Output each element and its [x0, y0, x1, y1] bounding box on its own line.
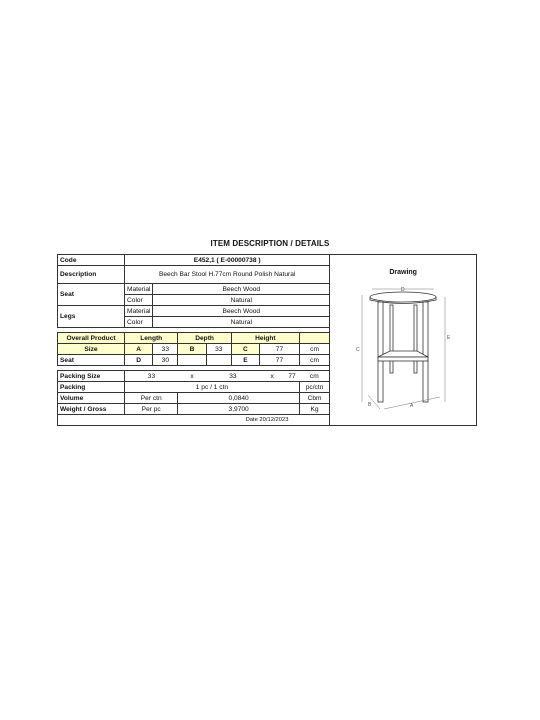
overall-label-line1: Overall Product [58, 333, 125, 344]
legs-color-value: Natural [153, 317, 330, 328]
drawing-label: Drawing [389, 269, 417, 276]
seat-color-value: Natural [153, 295, 330, 306]
seat-dims-label: Seat [58, 355, 125, 366]
packing-size-length: 33 [125, 371, 178, 382]
volume-label: Volume [58, 393, 125, 404]
legs-material-value: Beech Wood [153, 306, 330, 317]
drawing-letter-b: B [368, 402, 372, 408]
packing-size-label: Packing Size [58, 371, 125, 382]
packing-unit: pc/ctn [299, 382, 329, 393]
description-value: Beech Bar Stool H.77cm Round Polish Natural [125, 266, 330, 284]
value-b: 33 [206, 344, 231, 355]
drawing-cell [330, 255, 477, 426]
value-a: 33 [153, 344, 178, 355]
seat-material-label: Material [125, 284, 153, 295]
packing-size-width: 33 [206, 371, 259, 382]
length-header: Length [125, 333, 178, 344]
weight-value: 3,9700 [178, 404, 299, 415]
bar-stool-drawing [344, 285, 462, 413]
overall-label-line2: Size [58, 344, 125, 355]
description-label: Description [58, 266, 125, 284]
drawing-letter-e: E [447, 335, 451, 341]
volume-per: Per ctn [125, 393, 178, 404]
code-row [58, 255, 477, 266]
packing-size-height: 77 [285, 371, 300, 382]
weight-per: Per pc [125, 404, 178, 415]
volume-value: 0,0840 [178, 393, 299, 404]
drawing-letter-d: D [401, 287, 405, 293]
letter-e: E [231, 355, 259, 366]
value-e: 77 [260, 355, 300, 366]
volume-unit: Cbm [299, 393, 329, 404]
letter-c: C [231, 344, 259, 355]
packing-label: Packing [58, 382, 125, 393]
document-title: ITEM DESCRIPTION / DETAILS [210, 239, 330, 248]
letter-d: D [125, 355, 153, 366]
legs-label: Legs [58, 306, 125, 328]
legs-material-label: Material [125, 306, 153, 317]
weight-label: Weight / Gross [58, 404, 125, 415]
packing-size-x1: x [178, 371, 206, 382]
weight-unit: Kg [299, 404, 329, 415]
seat-label: Seat [58, 284, 125, 306]
depth-header: Depth [178, 333, 231, 344]
seat-dims-unit: cm [299, 355, 329, 366]
seat-color-label: Color [125, 295, 153, 306]
letter-b: B [178, 344, 206, 355]
packing-value: 1 pc / 1 ctn [125, 382, 300, 393]
code-value: E452,1 ( E-00000738 ) [125, 255, 330, 266]
height-header: Height [231, 333, 299, 344]
spec-table [57, 254, 477, 426]
packing-size-unit: cm [299, 371, 329, 382]
value-c: 77 [260, 344, 300, 355]
packing-size-x2: x [260, 371, 285, 382]
code-label: Code [58, 255, 125, 266]
value-d: 30 [153, 355, 178, 366]
date-row [58, 415, 477, 426]
drawing-letter-a: A [410, 403, 414, 409]
document-date: Date 20/12/2023 [58, 415, 477, 426]
overall-unit: cm [299, 344, 329, 355]
legs-color-label: Color [125, 317, 153, 328]
letter-a: A [125, 344, 153, 355]
seat-material-value: Beech Wood [153, 284, 330, 295]
drawing-letter-c: C [356, 347, 360, 353]
